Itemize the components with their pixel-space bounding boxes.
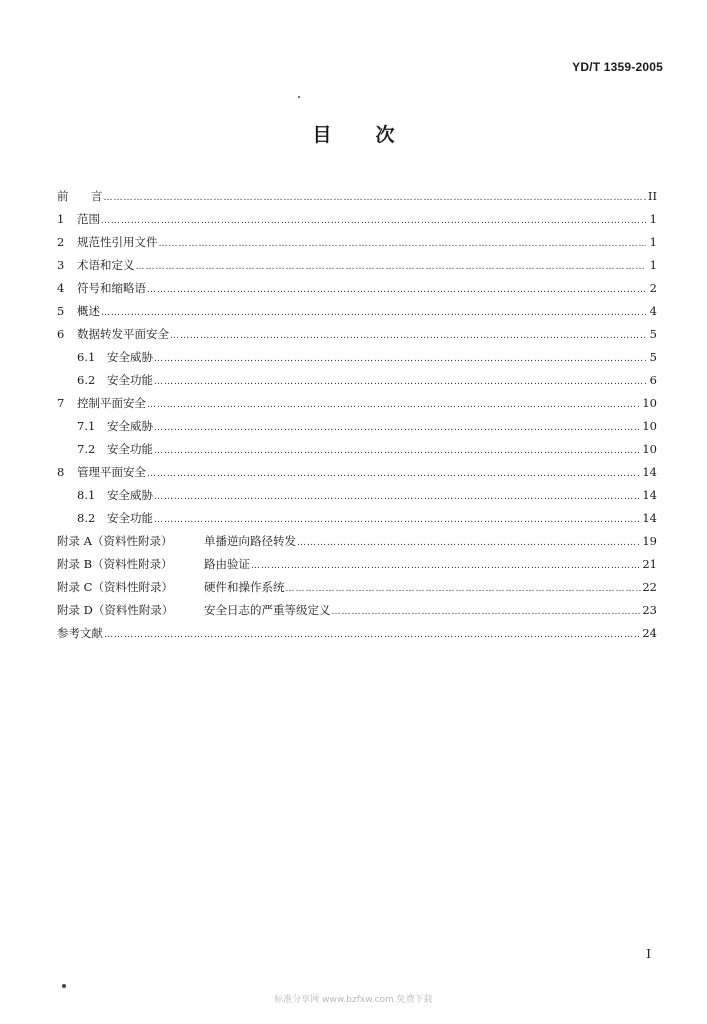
- dot-leader: [154, 509, 641, 532]
- toc-entry-page: 10: [642, 442, 657, 456]
- dot-leader: [104, 624, 641, 647]
- toc-entry-page: 14: [642, 511, 657, 525]
- scan-speck: [62, 984, 66, 988]
- dot-leader: [104, 187, 647, 210]
- toc-entry-8[interactable]: [57, 461, 657, 484]
- toc-entry-num: 8: [57, 465, 65, 479]
- toc-entry-foreword[interactable]: [57, 185, 657, 208]
- toc-entry-num: 前: [57, 189, 69, 203]
- standard-code: YD/T 1359-2005: [572, 60, 663, 74]
- page-title: [0, 120, 707, 147]
- annex-title: 路由验证: [204, 557, 250, 571]
- toc-entry-num: 5: [57, 304, 65, 318]
- dot-leader: [136, 256, 647, 279]
- toc-entry-page: 1: [649, 235, 657, 249]
- page-number: I: [646, 947, 651, 961]
- dot-leader: [147, 463, 641, 486]
- toc-entry-num: 2: [57, 235, 65, 249]
- title-char-1: 目: [312, 124, 332, 146]
- toc-annex-b[interactable]: [57, 553, 657, 576]
- toc-entry-page: 14: [642, 488, 657, 502]
- toc-entry-label: 数据转发平面安全: [77, 327, 169, 341]
- toc-entry-label: 规范性引用文件: [77, 235, 158, 249]
- toc-entry-page: 4: [649, 304, 657, 318]
- toc-entry-1[interactable]: [57, 208, 657, 231]
- toc-annex-c[interactable]: [57, 576, 657, 599]
- watermark: 标准分享网 www.bzfxw.com 免费下载: [274, 995, 433, 1005]
- annex-title: 单播逆向路径转发: [204, 534, 296, 548]
- table-of-contents: [57, 185, 657, 645]
- dot-leader: [154, 348, 646, 371]
- dot-leader: [154, 417, 641, 440]
- toc-entry-page: 14: [642, 465, 657, 479]
- toc-entry-6[interactable]: [57, 323, 657, 346]
- toc-entry-num: 6.2: [77, 373, 96, 387]
- toc-entry-page: 24: [642, 626, 657, 640]
- dot-leader: [332, 601, 642, 624]
- toc-entry-num: 6: [57, 327, 65, 341]
- toc-entry-label: 控制平面安全: [77, 396, 146, 410]
- toc-entry-7[interactable]: [57, 392, 657, 415]
- toc-entry-page: 5: [649, 350, 657, 364]
- dot-leader: [297, 532, 641, 555]
- toc-annex-d[interactable]: [57, 599, 657, 622]
- annex-title: 硬件和操作系统: [204, 580, 285, 594]
- toc-entry-6-1[interactable]: [57, 346, 657, 369]
- dot-leader: [154, 440, 641, 463]
- toc-entry-num: 1: [57, 212, 65, 226]
- annex-title: 安全日志的严重等级定义: [204, 603, 331, 617]
- toc-entry-8-2[interactable]: [57, 507, 657, 530]
- toc-entry-page: 19: [642, 534, 657, 548]
- toc-entry-num: 4: [57, 281, 65, 295]
- toc-entry-num: 3: [57, 258, 65, 272]
- annex-prefix: 附录 B（资料性附录）: [57, 557, 173, 571]
- toc-entry-label: 安全威胁: [107, 350, 153, 364]
- toc-entry-label: 范围: [77, 212, 100, 226]
- dot-leader: [159, 233, 647, 256]
- toc-entry-7-1[interactable]: [57, 415, 657, 438]
- toc-entry-num: 8.2: [77, 511, 96, 525]
- toc-entry-label: 言: [91, 189, 103, 203]
- dot-leader: [251, 555, 641, 578]
- toc-entry-2[interactable]: [57, 231, 657, 254]
- toc-entry-page: 10: [642, 396, 657, 410]
- toc-entry-page: 6: [649, 373, 657, 387]
- toc-entry-7-2[interactable]: [57, 438, 657, 461]
- toc-annex-a[interactable]: [57, 530, 657, 553]
- toc-entry-page: 5: [649, 327, 657, 341]
- dot-leader: [101, 302, 646, 325]
- title-char-2: 次: [375, 124, 395, 146]
- toc-entry-num: 7.1: [77, 419, 96, 433]
- toc-entry-page: 10: [642, 419, 657, 433]
- dot-leader: [101, 210, 646, 233]
- toc-entry-label: 安全功能: [107, 373, 153, 387]
- toc-entry-label: 安全功能: [107, 442, 153, 456]
- toc-entry-4[interactable]: [57, 277, 657, 300]
- dot-leader: [170, 325, 646, 348]
- toc-entry-page: 1: [649, 212, 657, 226]
- toc-entry-page: 21: [642, 557, 657, 571]
- toc-entry-3[interactable]: [57, 254, 657, 277]
- annex-prefix: 附录 C（资料性附录）: [57, 580, 173, 594]
- toc-entry-5[interactable]: [57, 300, 657, 323]
- toc-entry-label: 安全功能: [107, 511, 153, 525]
- toc-entry-page: 2: [649, 281, 657, 295]
- dot-leader: [147, 394, 641, 417]
- toc-entry-num: 7: [57, 396, 65, 410]
- toc-entry-label: 安全威胁: [107, 488, 153, 502]
- toc-entry-6-2[interactable]: [57, 369, 657, 392]
- toc-entry-label: 管理平面安全: [77, 465, 146, 479]
- toc-entry-page: 22: [642, 580, 657, 594]
- toc-entry-8-1[interactable]: [57, 484, 657, 507]
- toc-entry-num: 7.2: [77, 442, 96, 456]
- toc-entry-num: 8.1: [77, 488, 96, 502]
- toc-entry-label: 参考文献: [57, 626, 103, 640]
- toc-entry-page: 1: [649, 258, 657, 272]
- annex-prefix: 附录 D（资料性附录）: [57, 603, 174, 617]
- toc-entry-label: 安全威胁: [107, 419, 153, 433]
- dot-leader: [147, 279, 646, 302]
- toc-entry-label: 概述: [77, 304, 100, 318]
- dot-leader: [154, 371, 646, 394]
- scan-speck: [298, 96, 300, 98]
- toc-entry-page: 23: [642, 603, 657, 617]
- dot-leader: [154, 486, 641, 509]
- toc-entry-num: 6.1: [77, 350, 96, 364]
- toc-entry-page: II: [647, 189, 657, 203]
- dot-leader: [286, 578, 642, 601]
- toc-entry-label: 术语和定义: [77, 258, 135, 272]
- toc-entry-label: 符号和缩略语: [77, 281, 146, 295]
- annex-prefix: 附录 A（资料性附录）: [57, 534, 173, 548]
- toc-references[interactable]: [57, 622, 657, 645]
